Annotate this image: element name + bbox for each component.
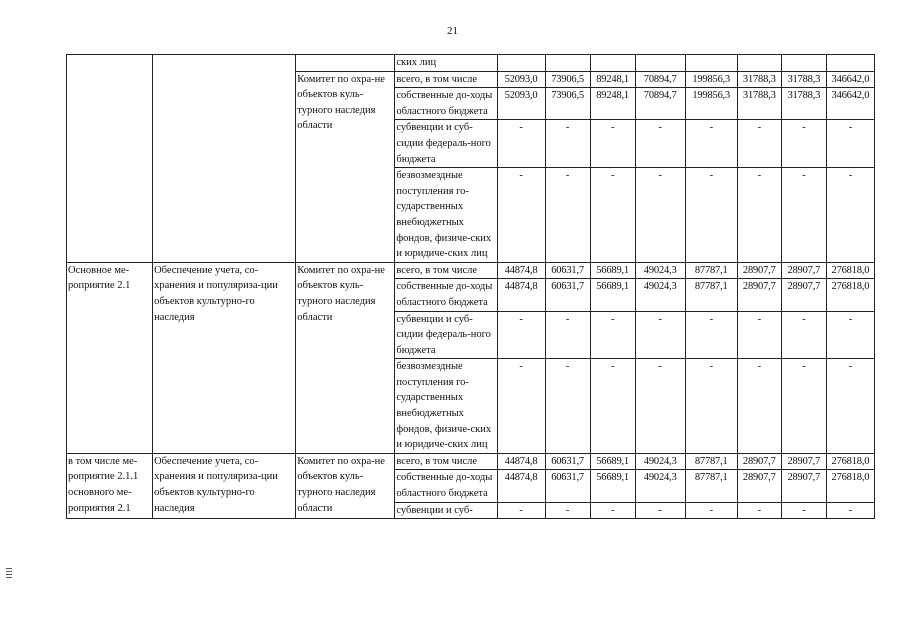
- value-cell: 44874,8: [497, 470, 545, 502]
- value-cell: -: [590, 359, 635, 454]
- value-cell: [545, 55, 590, 72]
- funding-source-cell: всего, в том числе: [395, 262, 497, 279]
- value-cell: 28907,7: [781, 470, 826, 502]
- value-cell: 56689,1: [590, 279, 635, 311]
- value-cell: -: [685, 502, 737, 519]
- value-cell: 49024,3: [635, 470, 685, 502]
- value-cell: -: [635, 120, 685, 168]
- value-cell: 28907,7: [781, 453, 826, 470]
- value-cell: 60631,7: [545, 453, 590, 470]
- value-cell: -: [685, 168, 737, 263]
- value-cell: [781, 55, 826, 72]
- funding-source-cell: безвозмездные поступления го-сударственных внебюджетных фондов, физиче-ских и юридиче-ских лиц: [395, 359, 497, 454]
- value-cell: -: [545, 168, 590, 263]
- executor-cell: Комитет по охра-не объектов куль-турного наследия области: [296, 71, 395, 262]
- value-cell: -: [781, 502, 826, 519]
- value-cell: [590, 55, 635, 72]
- value-cell: 87787,1: [685, 279, 737, 311]
- value-cell: 31788,3: [781, 71, 826, 88]
- value-cell: -: [590, 311, 635, 359]
- status-cell: [67, 55, 153, 263]
- executor-cell: Комитет по охра-не объектов куль-турного наследия области: [296, 453, 395, 518]
- funding-source-cell: собственные до-ходы областного бюджета: [395, 279, 497, 311]
- value-cell: 89248,1: [590, 88, 635, 120]
- value-cell: -: [826, 502, 874, 519]
- executor-cell-blank: [296, 55, 395, 72]
- value-cell: 346642,0: [826, 71, 874, 88]
- funding-source-cell: субвенции и суб-сидии федераль-ного бюджета: [395, 120, 497, 168]
- value-cell: 73906,5: [545, 71, 590, 88]
- status-cell: Основное ме-роприятие 2.1: [67, 262, 153, 453]
- value-cell: -: [826, 311, 874, 359]
- value-cell: -: [497, 120, 545, 168]
- program-name-cell: Обеспечение учета, со-хранения и популяриза-ции объектов культурно-го наследия: [153, 453, 296, 518]
- value-cell: -: [826, 359, 874, 454]
- program-name-cell: Обеспечение учета, со-хранения и популяриза-ции объектов культурно-го наследия: [153, 262, 296, 453]
- value-cell: 276818,0: [826, 470, 874, 502]
- value-cell: -: [545, 311, 590, 359]
- funding-source-cell: безвозмездные поступления го-сударственных внебюджетных фондов, физиче-ских и юридиче-ских лиц: [395, 168, 497, 263]
- budget-table: [66, 54, 875, 519]
- value-cell: 28907,7: [737, 470, 781, 502]
- funding-source-cell: всего, в том числе: [395, 453, 497, 470]
- value-cell: 28907,7: [737, 453, 781, 470]
- value-cell: 346642,0: [826, 88, 874, 120]
- value-cell: 49024,3: [635, 279, 685, 311]
- funding-source-cell: субвенции и суб-сидии федераль-ного бюджета: [395, 311, 497, 359]
- value-cell: 87787,1: [685, 470, 737, 502]
- value-cell: -: [590, 168, 635, 263]
- funding-source-cell: собственные до-ходы областного бюджета: [395, 88, 497, 120]
- value-cell: 87787,1: [685, 453, 737, 470]
- value-cell: 31788,3: [781, 88, 826, 120]
- value-cell: 60631,7: [545, 279, 590, 311]
- table-body: [67, 55, 875, 519]
- value-cell: -: [635, 168, 685, 263]
- value-cell: [685, 55, 737, 72]
- program-name-cell: [153, 55, 296, 263]
- table-row: [67, 262, 875, 279]
- value-cell: -: [826, 168, 874, 263]
- value-cell: -: [737, 311, 781, 359]
- value-cell: 28907,7: [781, 279, 826, 311]
- value-cell: -: [685, 120, 737, 168]
- value-cell: 70894,7: [635, 88, 685, 120]
- value-cell: -: [737, 168, 781, 263]
- status-cell: в том числе ме-роприятие 2.1.1 основного ме-роприятия 2.1: [67, 453, 153, 518]
- value-cell: -: [497, 359, 545, 454]
- value-cell: 56689,1: [590, 453, 635, 470]
- value-cell: -: [497, 168, 545, 263]
- funding-source-cell: собственные до-ходы областного бюджета: [395, 470, 497, 502]
- value-cell: 44874,8: [497, 262, 545, 279]
- value-cell: -: [781, 120, 826, 168]
- value-cell: -: [635, 311, 685, 359]
- value-cell: -: [635, 359, 685, 454]
- value-cell: 44874,8: [497, 279, 545, 311]
- value-cell: 52093,0: [497, 71, 545, 88]
- value-cell: 199856,3: [685, 71, 737, 88]
- value-cell: 70894,7: [635, 71, 685, 88]
- value-cell: 49024,3: [635, 453, 685, 470]
- table-row: [67, 453, 875, 470]
- page-number: 21: [447, 25, 458, 37]
- value-cell: -: [545, 502, 590, 519]
- value-cell: -: [737, 502, 781, 519]
- table-row: [67, 55, 875, 72]
- value-cell: -: [685, 311, 737, 359]
- value-cell: -: [826, 120, 874, 168]
- value-cell: 44874,8: [497, 453, 545, 470]
- value-cell: [737, 55, 781, 72]
- value-cell: [826, 55, 874, 72]
- value-cell: -: [781, 168, 826, 263]
- value-cell: 73906,5: [545, 88, 590, 120]
- value-cell: 89248,1: [590, 71, 635, 88]
- value-cell: -: [545, 120, 590, 168]
- value-cell: -: [497, 311, 545, 359]
- value-cell: -: [590, 502, 635, 519]
- value-cell: -: [781, 359, 826, 454]
- value-cell: -: [737, 120, 781, 168]
- value-cell: -: [545, 359, 590, 454]
- value-cell: 28907,7: [781, 262, 826, 279]
- value-cell: 276818,0: [826, 262, 874, 279]
- value-cell: 87787,1: [685, 262, 737, 279]
- value-cell: 56689,1: [590, 262, 635, 279]
- value-cell: -: [685, 359, 737, 454]
- value-cell: [635, 55, 685, 72]
- value-cell: [497, 55, 545, 72]
- value-cell: 199856,3: [685, 88, 737, 120]
- funding-source-cell: субвенции и суб-: [395, 502, 497, 519]
- margin-marks: [6, 568, 12, 580]
- value-cell: 31788,3: [737, 88, 781, 120]
- value-cell: -: [781, 311, 826, 359]
- value-cell: 49024,3: [635, 262, 685, 279]
- value-cell: 28907,7: [737, 279, 781, 311]
- value-cell: -: [497, 502, 545, 519]
- value-cell: 56689,1: [590, 470, 635, 502]
- value-cell: 28907,7: [737, 262, 781, 279]
- value-cell: -: [635, 502, 685, 519]
- value-cell: -: [590, 120, 635, 168]
- value-cell: 52093,0: [497, 88, 545, 120]
- funding-source-cell: ских лиц: [395, 55, 497, 72]
- value-cell: 31788,3: [737, 71, 781, 88]
- value-cell: 276818,0: [826, 279, 874, 311]
- funding-source-cell: всего, в том числе: [395, 71, 497, 88]
- value-cell: -: [737, 359, 781, 454]
- value-cell: 276818,0: [826, 453, 874, 470]
- executor-cell: Комитет по охра-не объектов куль-турного наследия области: [296, 262, 395, 453]
- value-cell: 60631,7: [545, 262, 590, 279]
- value-cell: 60631,7: [545, 470, 590, 502]
